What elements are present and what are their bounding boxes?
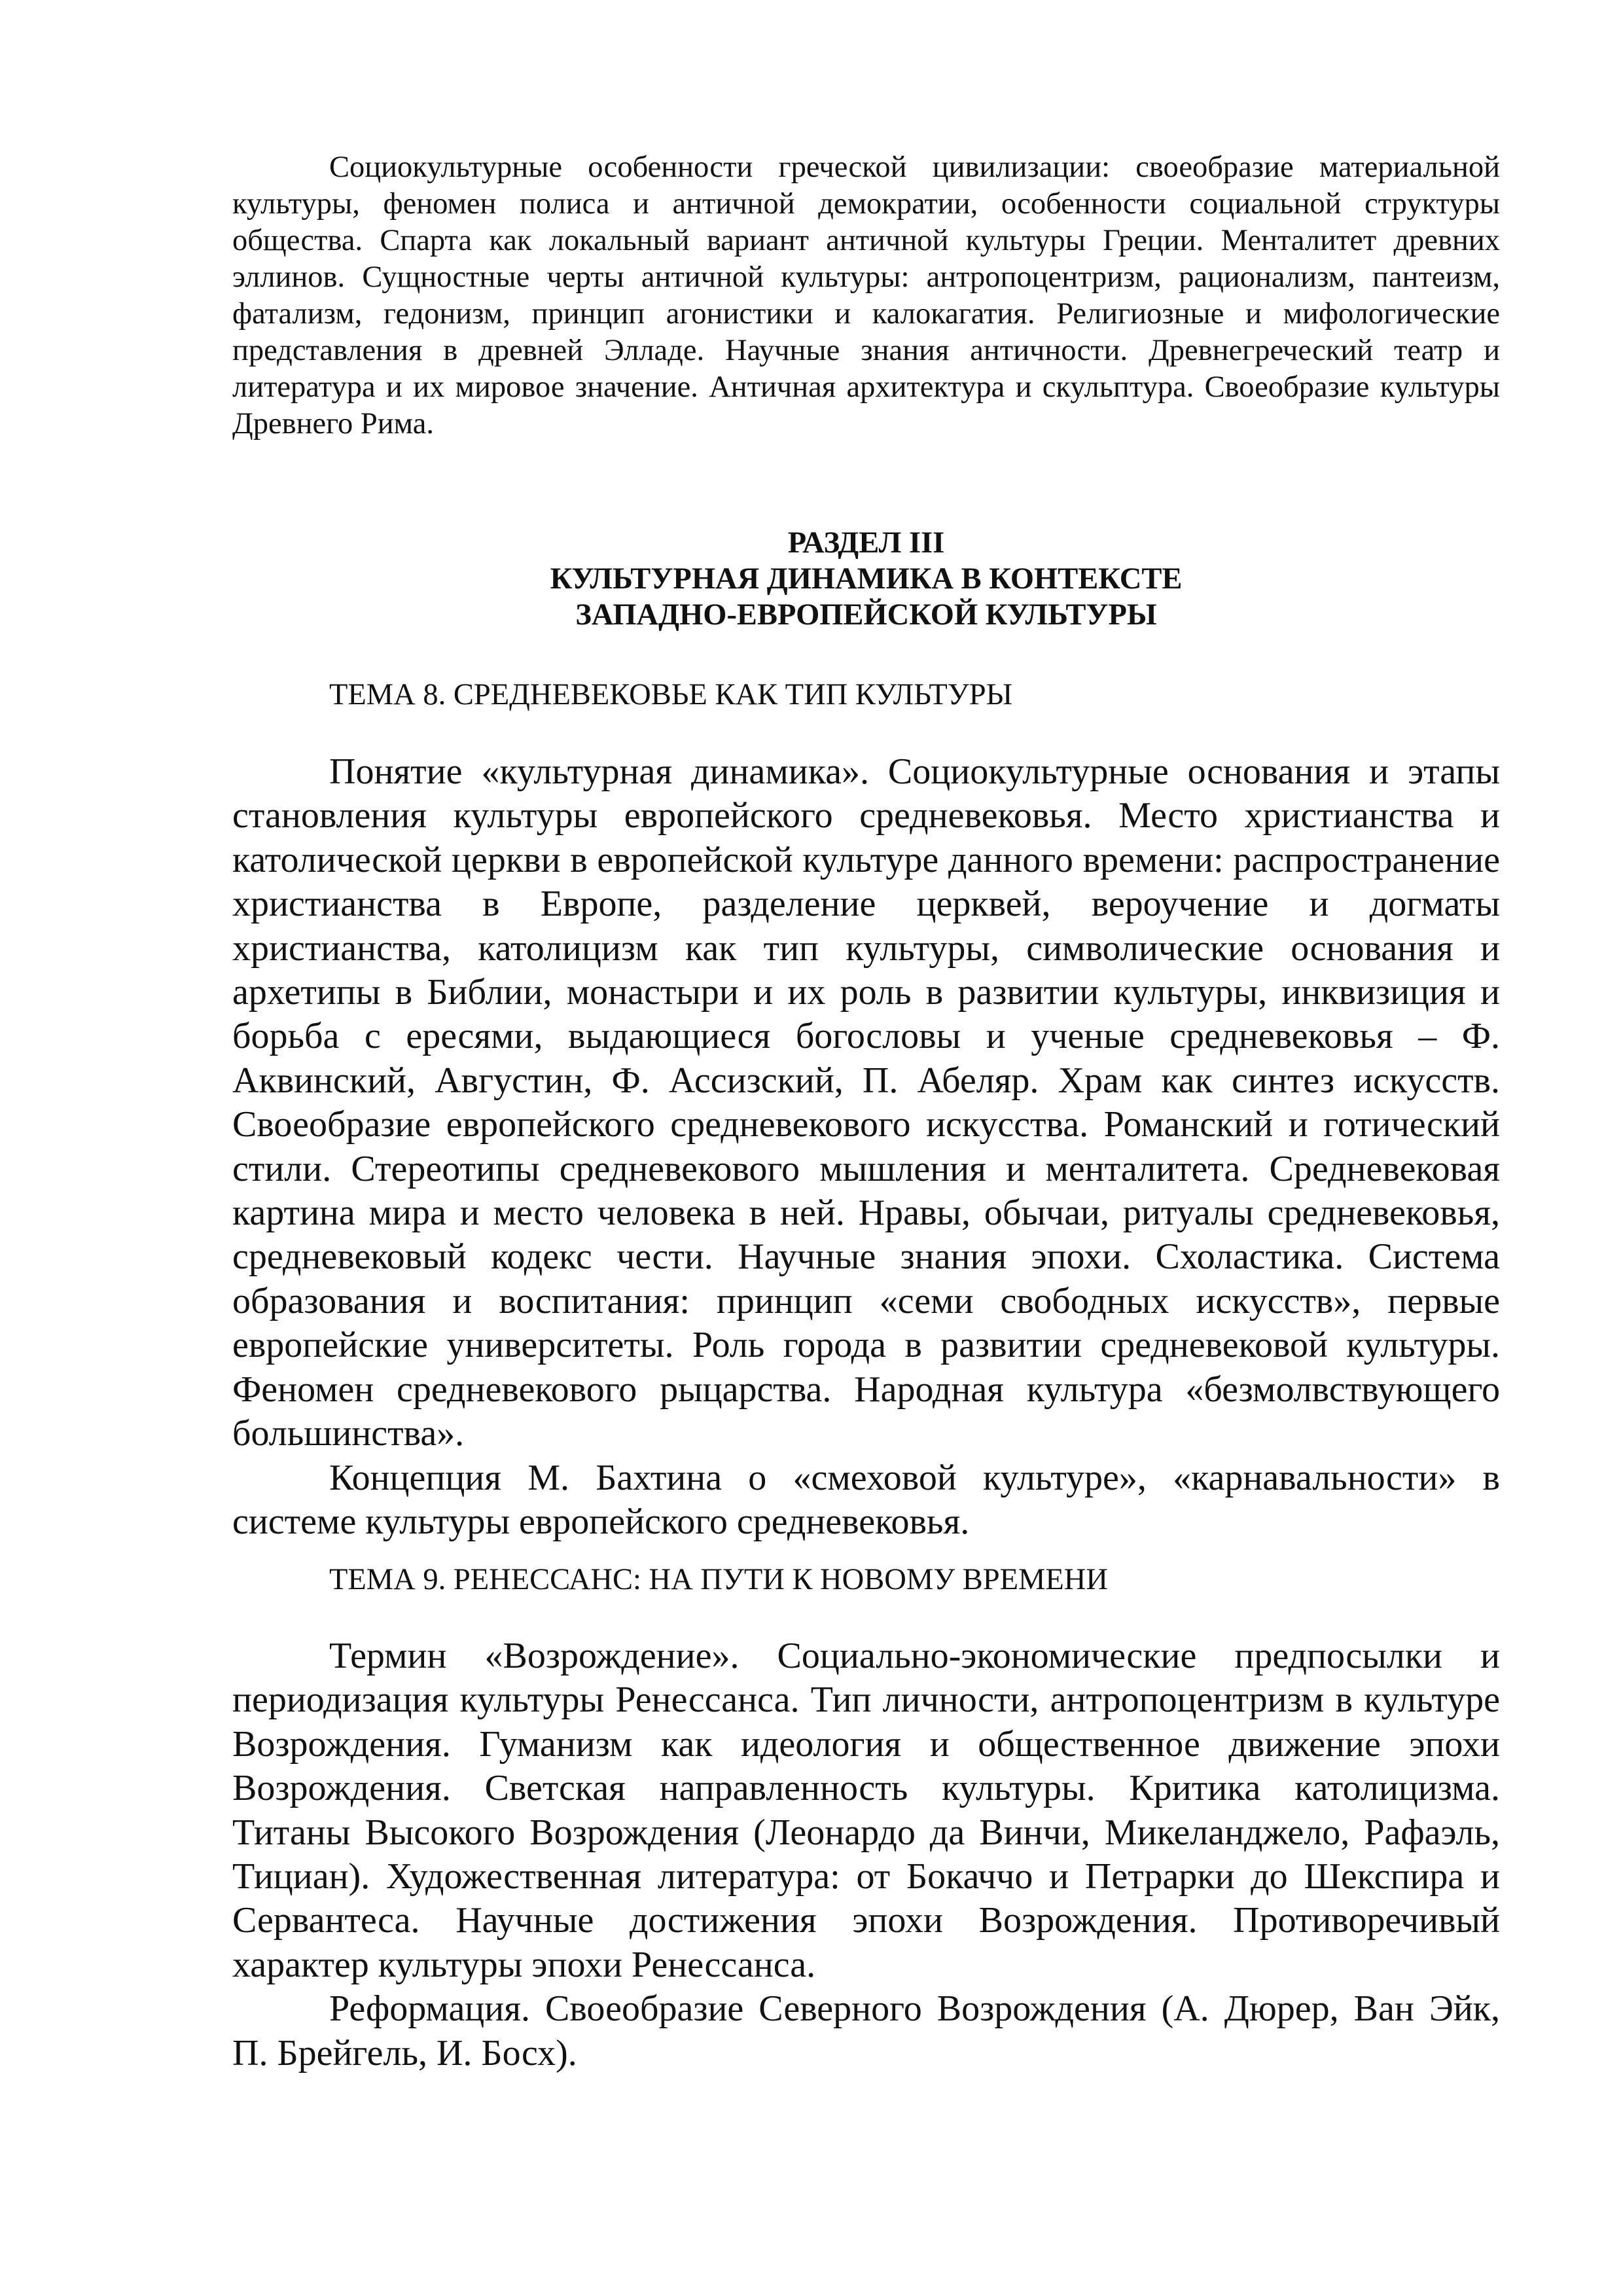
section-title-line1: КУЛЬТУРНАЯ ДИНАМИКА В КОНТЕКСТЕ bbox=[550, 562, 1183, 596]
topic9-body bbox=[232, 1634, 1500, 2075]
section-heading bbox=[232, 525, 1500, 633]
document-page bbox=[232, 149, 1500, 2073]
intro-paragraph: Социокультурные особенности греческой цивилизации: своеобразие материальной культуры, феномен полиса и античной демократии, особенности социальной структуры общества. Спарта как локальный вариант античной культуры Греции. Менталитет древних эллинов. Сущностные черты античной культуры: антропоцентризм, рационализм, пантеизм, фатализм, гедонизм, принцип агонистики и калокагатия. Религиозные и мифологические представления в древней Элладе. Научные знания античности. Древнегреческий театр и литература и их мировое значение. Античная архитектура и скульптура. Своеобразие культуры Древнего Рима. bbox=[232, 151, 1500, 440]
topic9-heading: ТЕМА 9. РЕНЕССАНС: НА ПУТИ К НОВОМУ ВРЕМЕНИ bbox=[329, 1563, 1108, 1596]
topic8-paragraph1: Понятие «культурная динамика». Социокультурные основания и этапы становления культуры европейского средневековья. Место христианства и католической церкви в европейской культуре данного времени: распространение христианства в Европе, разделение церквей, вероучение и догматы христианства, католицизм как тип культуры, символические основания и архетипы в Библии, монастыри и их роль в развитии культуры, инквизиция и борьба с ересями, выдающиеся богословы и ученые средневековья – Ф. Аквинский, Августин, Ф. Ассизский, П. Абеляр. Храм как синтез искусств. Своеобразие европейского средневекового искусства. Романский и готический стили. Стереотипы средневекового мышления и менталитета. Средневековая картина мира и место человека в ней. Нравы, обычаи, ритуалы средневековья, средневековый кодекс чести. Научные знания эпохи. Схоластика. Система образования и воспитания: принцип «семи свободных искусств», первые европейские университеты. Роль города в развитии средневековой культуры. Феномен средневекового рыцарства. Народная культура «безмолвствующего большинства». bbox=[232, 751, 1500, 1454]
section-number: РАЗДЕЛ III bbox=[787, 526, 945, 560]
topic9-paragraph2: Реформация. Своеобразие Северного Возрождения (А. Дюрер, Ван Эйк, П. Брейгель, И. Босх). bbox=[232, 1988, 1500, 2073]
topic9-paragraph1: Термин «Возрождение». Социально-экономические предпосылки и периодизация культуры Ренессанса. Тип личности, антропоцентризм в культуре Возрождения. Гуманизм как идеология и общественное движение эпохи Возрождения. Светская направленность культуры. Критика католицизма. Титаны Высокого Возрождения (Леонардо да Винчи, Микеланджело, Рафаэль, Тициан). Художественная литература: от Бокаччо и Петрарки до Шекспира и Сервантеса. Научные достижения эпохи Возрождения. Противоречивый характер культуры эпохи Ренессанса. bbox=[232, 1636, 1500, 1985]
topic8-body bbox=[232, 750, 1500, 1544]
topic8-paragraph2: Концепция М. Бахтина о «смеховой культуре», «карнавальности» в системе культуры европейского средневековья. bbox=[232, 1457, 1500, 1542]
section-title-line2: ЗАПАДНО-ЕВРОПЕЙСКОЙ КУЛЬТУРЫ bbox=[575, 598, 1157, 632]
topic8-heading: ТЕМА 8. СРЕДНЕВЕКОВЬЕ КАК ТИП КУЛЬТУРЫ bbox=[329, 678, 1013, 711]
